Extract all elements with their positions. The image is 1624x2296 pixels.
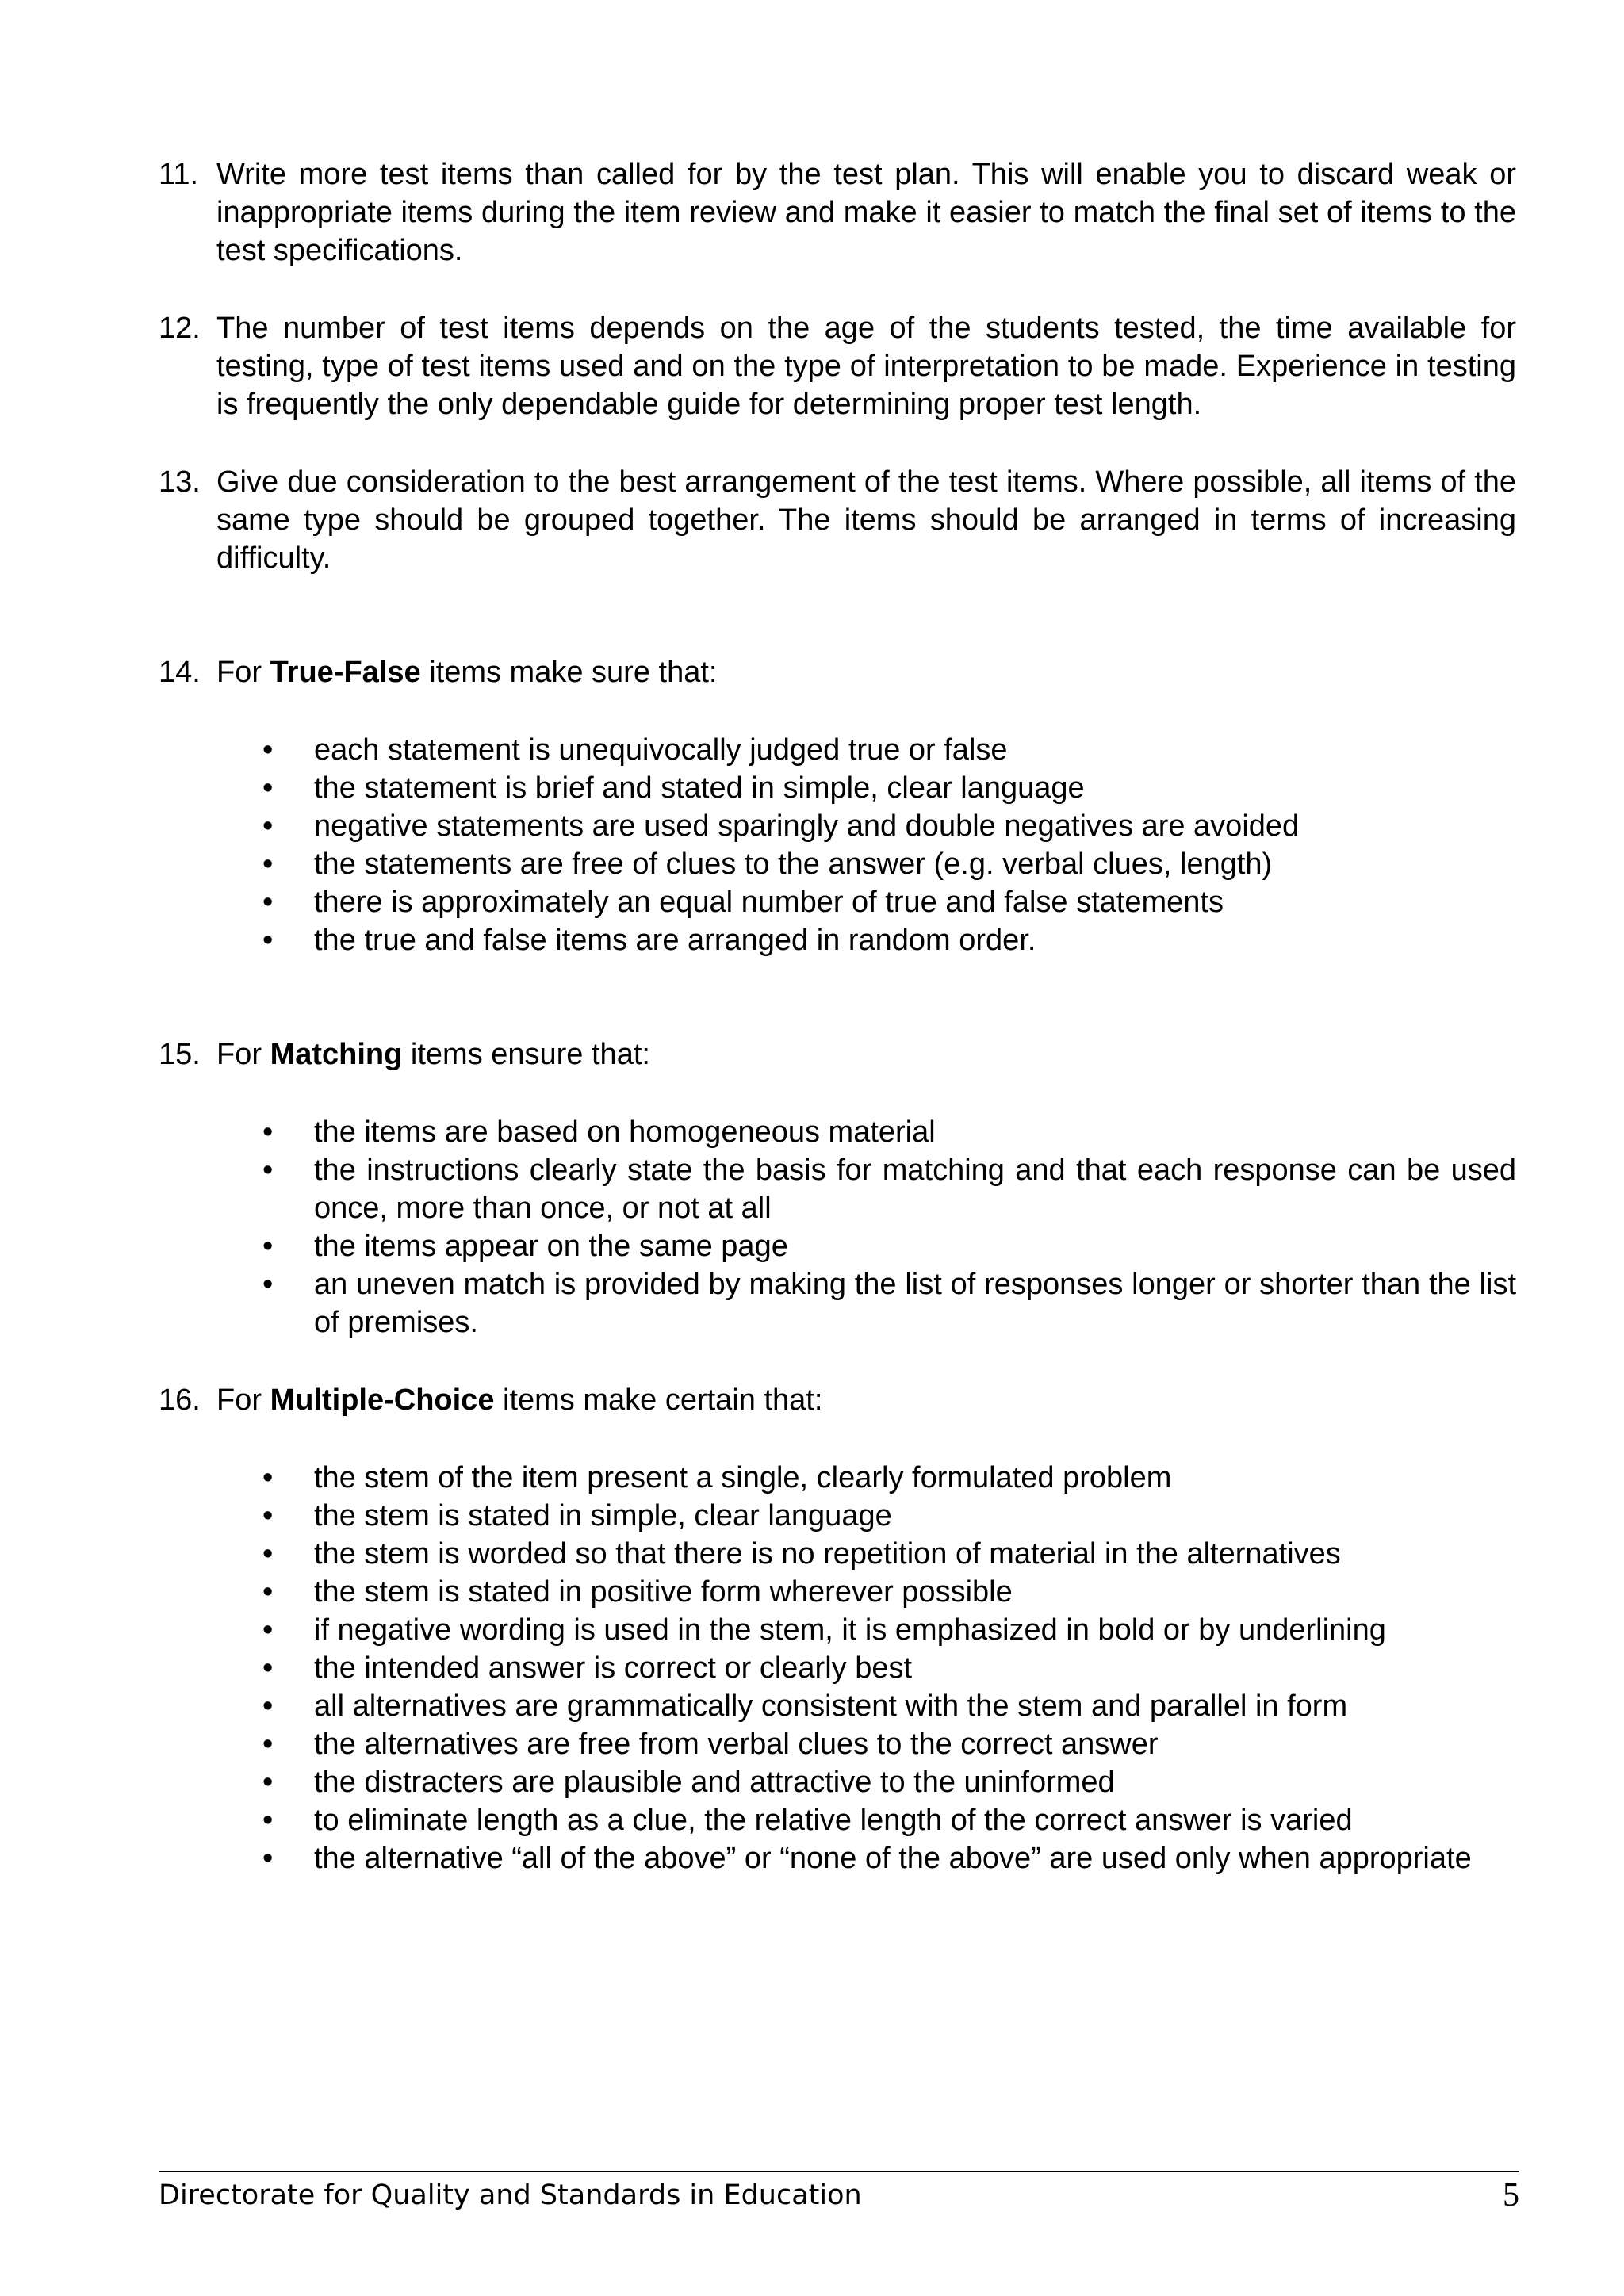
list-item (159, 883, 1516, 921)
list-item (159, 1687, 1516, 1725)
item-prefix: For (216, 1383, 262, 1417)
item-number: 12. (159, 312, 201, 345)
list-item (159, 807, 1516, 845)
bullet-text: the stem is worded so that there is no repetition of material in the alternatives (314, 1537, 1341, 1571)
bullet-text: if negative wording is used in the stem, it is emphasized in bold or by underlining (314, 1613, 1386, 1647)
bullet-icon: • (262, 1115, 274, 1149)
item-suffix: items ensure that: (410, 1038, 650, 1071)
bullet-text: the items appear on the same page (314, 1230, 788, 1263)
page-content (159, 155, 1516, 1877)
bullet-icon: • (262, 886, 274, 919)
list-item (159, 1763, 1516, 1801)
bullet-icon: • (262, 1537, 274, 1571)
list-item (159, 1227, 1516, 1265)
bullet-text: the statement is brief and stated in simple, clear language (314, 771, 1085, 805)
list-item (159, 1113, 1516, 1151)
list-item-11 (159, 155, 1516, 270)
bullet-icon: • (262, 1499, 274, 1533)
bullet-icon: • (262, 1230, 274, 1263)
bullet-icon: • (262, 733, 274, 767)
bullet-text: the distracters are plausible and attractive to the uninformed (314, 1766, 1115, 1799)
item-suffix: items make certain that: (503, 1383, 823, 1417)
bullet-text: there is approximately an equal number of true and false statements (314, 886, 1224, 919)
list-item (159, 769, 1516, 807)
true-false-checklist (159, 731, 1516, 959)
item-prefix: For (216, 1038, 262, 1071)
item-type-label: Matching (270, 1038, 403, 1071)
bullet-text: the alternative “all of the above” or “none of the above” are used only when appropriate (314, 1842, 1472, 1875)
bullet-icon: • (262, 1842, 274, 1875)
matching-checklist (159, 1113, 1516, 1341)
list-item-16 (159, 1381, 1516, 1419)
list-item (159, 921, 1516, 959)
bullet-text: negative statements are used sparingly and double negatives are avoided (314, 809, 1300, 843)
item-type-label: True-False (270, 656, 421, 689)
bullet-text: the true and false items are arranged in random order. (314, 924, 1036, 957)
bullet-text: the instructions clearly state the basis for matching and that each response can be used once, more than once, or not at all (314, 1154, 1516, 1225)
item-prefix: For (216, 656, 262, 689)
bullet-icon: • (262, 1804, 274, 1837)
list-item (159, 1611, 1516, 1649)
bullet-text: the alternatives are free from verbal clues to the correct answer (314, 1728, 1159, 1761)
bullet-icon: • (262, 1575, 274, 1609)
bullet-text: the intended answer is correct or clearly best (314, 1651, 913, 1685)
bullet-icon: • (262, 809, 274, 843)
bullet-text: the statements are free of clues to the answer (e.g. verbal clues, length) (314, 848, 1273, 881)
bullet-icon: • (262, 848, 274, 881)
bullet-icon: • (262, 1689, 274, 1723)
item-text: Give due consideration to the best arrangement of the test items. Where possible, all items of the same type should be grouped together. The items should be arranged in terms of increasing difficulty. (216, 465, 1516, 575)
list-item (159, 1801, 1516, 1839)
item-text: Write more test items than called for by the test plan. This will enable you to discard weak or inappropriate items during the item review and make it easier to match the final set of items to the test specifications. (216, 158, 1516, 267)
list-item (159, 1839, 1516, 1877)
bullet-text: an uneven match is provided by making the list of responses longer or shorter than the list of premises. (314, 1268, 1516, 1339)
item-number: 15. (159, 1038, 201, 1071)
bullet-icon: • (262, 1651, 274, 1685)
list-item (159, 731, 1516, 769)
bullet-icon: • (262, 1728, 274, 1761)
list-item (159, 845, 1516, 883)
page-number: 5 (1503, 2177, 1519, 2214)
item-number: 16. (159, 1383, 201, 1417)
bullet-text: the stem is stated in positive form wherever possible (314, 1575, 1013, 1609)
list-item (159, 1265, 1516, 1341)
list-item-12 (159, 309, 1516, 423)
bullet-text: the items are based on homogeneous material (314, 1115, 936, 1149)
bullet-text: the stem is stated in simple, clear language (314, 1499, 892, 1533)
item-suffix: items make sure that: (429, 656, 718, 689)
item-number: 14. (159, 656, 201, 689)
bullet-text: each statement is unequivocally judged true or false (314, 733, 1008, 767)
item-type-label: Multiple-Choice (270, 1383, 495, 1417)
list-item (159, 1649, 1516, 1687)
bullet-icon: • (262, 1268, 274, 1301)
list-item (159, 1535, 1516, 1573)
item-number: 13. (159, 465, 201, 499)
bullet-icon: • (262, 1461, 274, 1494)
item-number: 11. (159, 158, 199, 191)
list-item-15 (159, 1035, 1516, 1073)
list-item (159, 1725, 1516, 1763)
bullet-icon: • (262, 1613, 274, 1647)
list-item (159, 1497, 1516, 1535)
list-item (159, 1459, 1516, 1497)
list-item-13 (159, 463, 1516, 577)
footer-divider (159, 2171, 1519, 2172)
bullet-icon: • (262, 924, 274, 957)
list-item (159, 1151, 1516, 1227)
bullet-text: all alternatives are grammatically consistent with the stem and parallel in form (314, 1689, 1348, 1723)
list-item (159, 1573, 1516, 1611)
bullet-icon: • (262, 771, 274, 805)
bullet-text: the stem of the item present a single, clearly formulated problem (314, 1461, 1172, 1494)
bullet-icon: • (262, 1154, 274, 1187)
bullet-icon: • (262, 1766, 274, 1799)
footer-organization: Directorate for Quality and Standards in Education (159, 2179, 862, 2211)
multiple-choice-checklist (159, 1459, 1516, 1877)
list-item-14 (159, 653, 1516, 691)
item-text: The number of test items depends on the age of the students tested, the time available for testing, type of test items used and on the type of interpretation to be made. Experience in testing is frequently the only dependable guide for determining proper test length. (216, 312, 1516, 421)
bullet-text: to eliminate length as a clue, the relative length of the correct answer is varied (314, 1804, 1353, 1837)
